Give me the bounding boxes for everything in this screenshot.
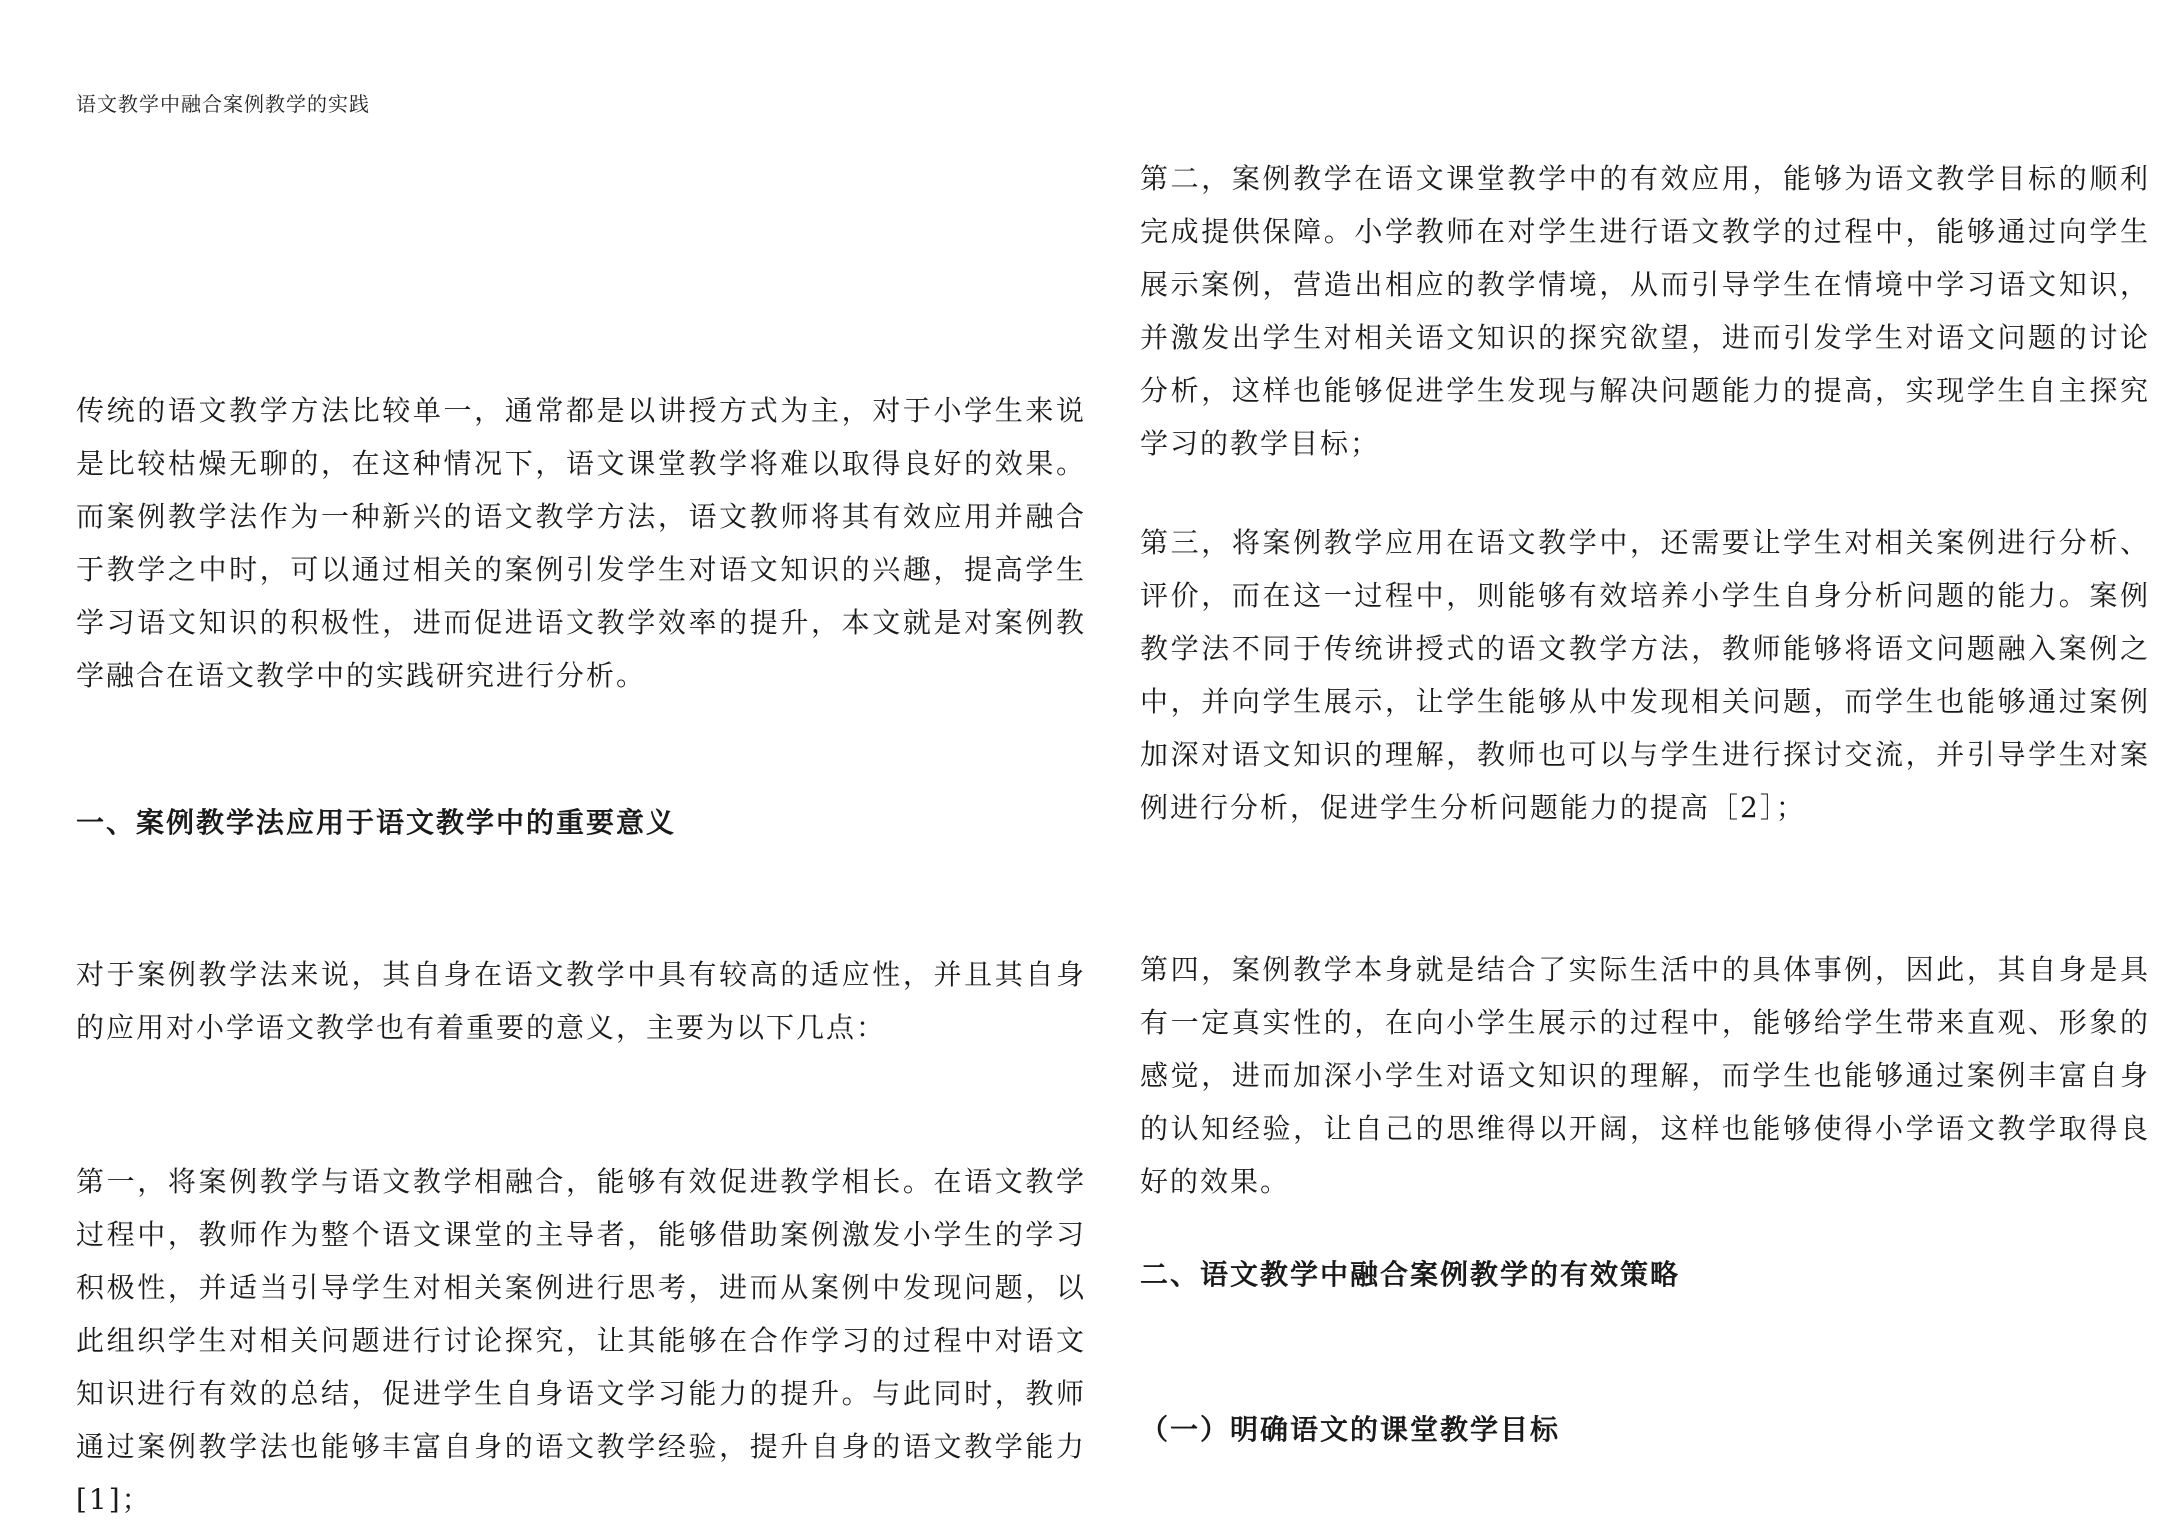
subsection-heading-1: （一）明确语文的课堂教学目标 (1140, 1413, 1561, 1446)
section1-intro-paragraph: 对于案例教学法来说，其自身在语文教学中具有较高的适应性，并且其自身的应用对小学语文教学也有着重要的意义，主要为以下几点： (76, 958, 1086, 1044)
intro-paragraph: 传统的语文教学方法比较单一，通常都是以讲授方式为主，对于小学生来说是比较枯燥无聊的，在这种情况下，语文课堂教学将难以取得良好的效果。而案例教学法作为一种新兴的语文教学方法，语文教师将其有效应用并融合于教学之中时，可以通过相关的案例引发学生对语文知识的兴趣，提高学生学习语文知识的积极性，进而促进语文教学效率的提升，本文就是对案例教学融合在语文教学中的实践研究进行分析。 (76, 394, 1086, 692)
section-heading-1: 一、案例教学法应用于语文教学中的重要意义 (76, 806, 677, 839)
point-1-paragraph: 第一，将案例教学与语文教学相融合，能够有效促进教学相长。在语文教学过程中，教师作为整个语文课堂的主导者，能够借助案例激发小学生的学习积极性，并适当引导学生对相关案例进行思考，进而从案例中发现问题，以此组织学生对相关问题进行讨论探究，让其能够在合作学习的过程中对语文知识进行有效的总结，促进学生自身语文学习能力的提升。与此同时，教师通过案例教学法也能够丰富自身的语文教学经验，提升自身的语文教学能力[1]； (76, 1165, 1086, 1516)
document-header: 语文教学中融合案例教学的实践 (76, 92, 370, 116)
point-2-paragraph: 第二，案例教学在语文课堂教学中的有效应用，能够为语文教学目标的顺利完成提供保障。小学教师在对学生进行语文教学的过程中，能够通过向学生展示案例，营造出相应的教学情境，从而引导学生在情境中学习语文知识，并激发出学生对相关语文知识的探究欲望，进而引发学生对语文问题的讨论分析，这样也能够促进学生发现与解决问题能力的提高，实现学生自主探究学习的教学目标； (1140, 162, 2150, 460)
point-4-paragraph: 第四，案例教学本身就是结合了实际生活中的具体事例，因此，其自身是具有一定真实性的，在向小学生展示的过程中，能够给学生带来直观、形象的感觉，进而加深小学生对语文知识的理解，而学生也能够通过案例丰富自身的认知经验，让自己的思维得以开阔，这样也能够使得小学语文教学取得良好的效果。 (1140, 953, 2150, 1198)
point-3-paragraph: 第三，将案例教学应用在语文教学中，还需要让学生对相关案例进行分析、评价，而在这一过程中，则能够有效培养小学生自身分析问题的能力。案例教学法不同于传统讲授式的语文教学方法，教师能够将语文问题融入案例之中，并向学生展示，让学生能够从中发现相关问题，而学生也能够通过案例加深对语文知识的理解，教师也可以与学生进行探讨交流，并引导学生对案例进行分析，促进学生分析问题能力的提高［2］； (1140, 526, 2150, 824)
section-heading-2: 二、语文教学中融合案例教学的有效策略 (1140, 1258, 1681, 1291)
